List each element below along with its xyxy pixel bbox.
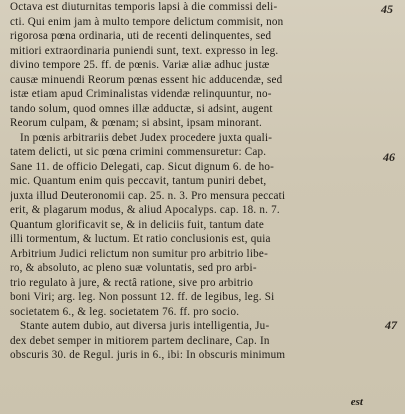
text-line: boni Viri; arg. leg. Non possunt 12. ff. de legibus, leg. Si [10,291,275,303]
body-text [10,0,372,363]
text-line: societatem 6., & leg. societatem 76. ff. pro socio. [10,305,240,318]
text-line: mic. Quantum enim quis peccavit, tantum puniri debet, [10,175,267,187]
text-line: Reorum culpam, & pœnam; si absint, ipsam minorant. [10,117,263,129]
text-line: tando solum, quod omnes illæ adductæ, si adsint, augent [10,102,273,115]
text-line: obscuris 30. de Regul. juris in 6., ibi: In obscuris minimum [10,349,286,361]
text-line: trio regulato à jure, & rectâ ratione, sive pro arbitrio [10,276,254,289]
text-line: istæ etiam apud Criminalistas videndæ relinquuntur, no- [10,88,272,100]
text-line: erit, & plagarum modus, & aliud Apocalyps. cap. 18. n. 7. [10,204,280,216]
text-line: Octava est diuturnitas temporis lapsi à die commissi deli- [10,1,278,13]
text-line: mitiori extraordinaria puniendi sunt, text. expresso in leg. [10,44,279,57]
text-line: juxta illud Deuteronomii cap. 25. n. 3. Pro mensura peccati [10,189,286,202]
text-line: Quantum glorificavit se, & in deliciis fuit, tantum date [10,218,264,231]
text-line: Sane 11. de officio Delegati, cap. Sicut dignum 6. de ho- [10,160,275,173]
text-line: causæ minuendi Reorum pœnas essent hic adducendæ, sed [10,73,283,86]
text-line: tatem delicti, ut sic pœna crimini commensuretur: Cap. [10,146,267,158]
text-line: illi tormentum, & luctum. Et ratio conclusionis est, quia [10,233,271,245]
catchword: est [350,396,363,408]
margin-note-number: 46 [383,150,395,164]
text-line: Arbitrium Judici relictum non sumitur pro arbitrio libe- [10,247,268,260]
text-line: cti. Qui enim jam à multo tempore delictum commisit, non [10,15,284,28]
paragraph-start-line: In pœnis arbitrariis debet Judex procedere juxta quali- [20,131,273,144]
margin-note-number: 47 [385,318,397,332]
text-line: dex debet semper in mitiorem partem declinare, Cap. In [10,334,270,347]
paragraph-start-line: Stante autem dubio, aut diversa juris intelligentia, Ju- [20,320,270,332]
text-line: ro, & absoluto, ac pleno suæ voluntatis, sed pro arbi- [10,262,257,274]
text-line: divino tempore 25. ff. de pœnis. Variæ aliæ adhuc justæ [10,59,270,71]
text-line: rigorosa pœna ordinaria, uti de recenti delinquentes, sed [10,30,272,42]
margin-note-number: 45 [381,2,393,16]
